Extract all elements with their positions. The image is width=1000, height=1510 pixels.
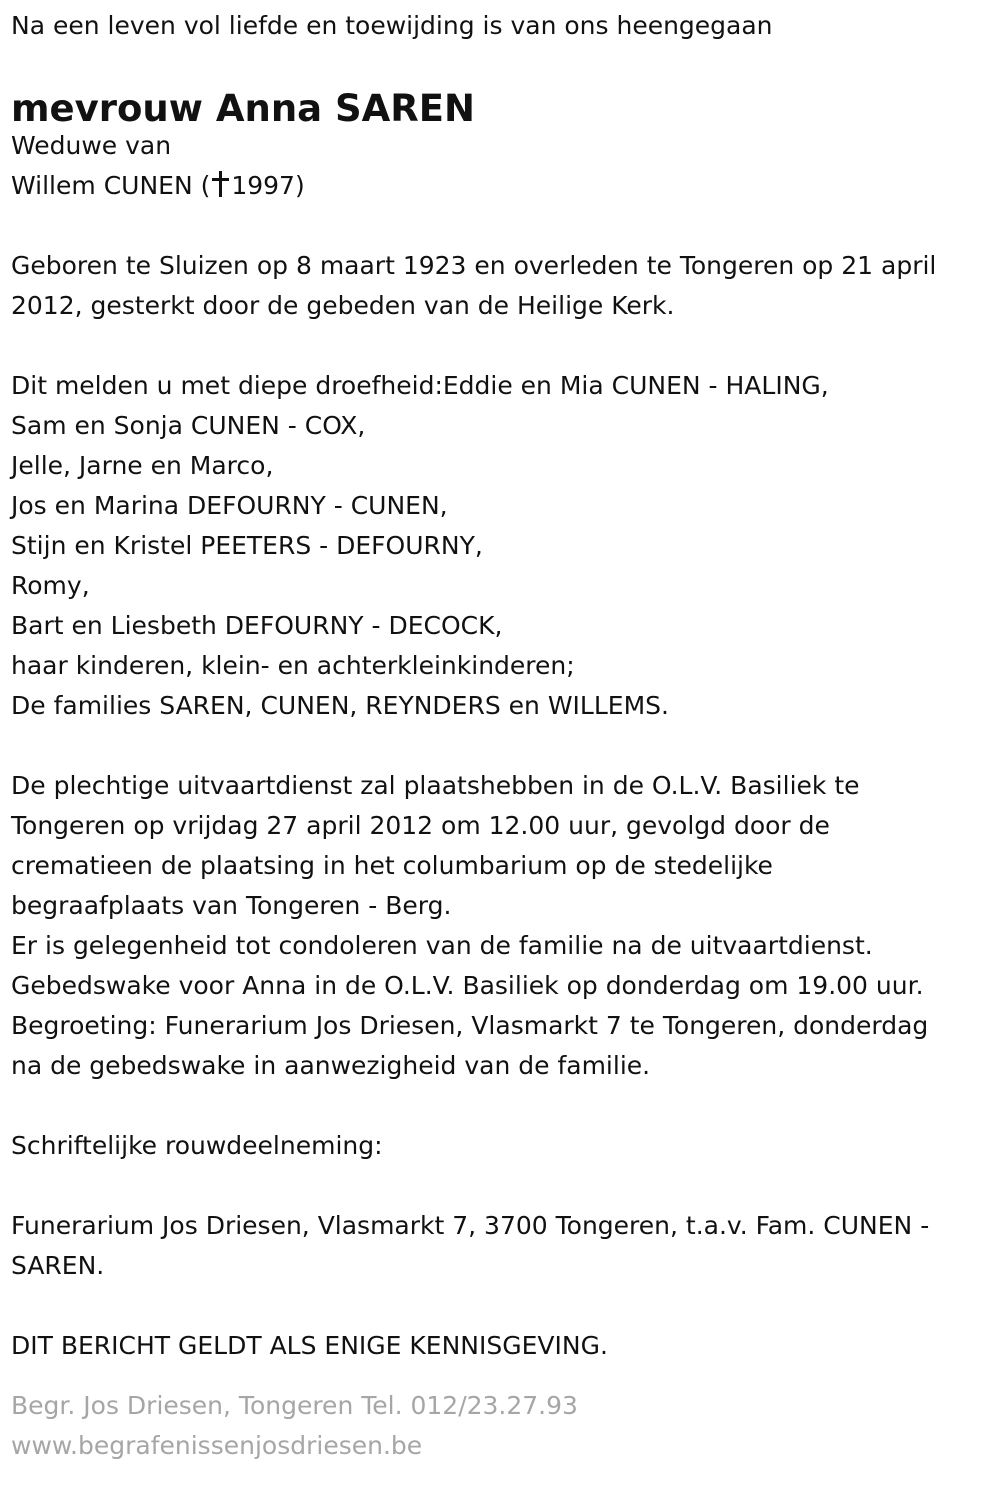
spouse-line — [11, 166, 992, 206]
footer — [11, 1386, 992, 1466]
intro-text: Na een leven vol liefde en toewijding is van ons heengegaan — [11, 11, 773, 40]
family-line: Jelle, Jarne en Marco, — [11, 451, 274, 480]
birth-death-paragraph — [11, 246, 992, 326]
spacer — [11, 326, 992, 366]
closing-statement: DIT BERICHT GELDT ALS ENIGE KENNISGEVING. — [11, 1331, 608, 1360]
family-line: Stijn en Kristel PEETERS - DEFOURNY, — [11, 531, 483, 560]
deceased-name: mevrouw Anna SAREN — [11, 87, 476, 130]
family-line: Jos en Marina DEFOURNY - CUNEN, — [11, 491, 448, 520]
service-paragraph — [11, 766, 992, 1086]
spacer — [11, 726, 992, 766]
address-line: Funerarium Jos Driesen, Vlasmarkt 7, 3700 Tongeren, t.a.v. Fam. CUNEN - — [11, 1211, 930, 1240]
service-line: begraafplaats van Tongeren - Berg. — [11, 891, 452, 920]
spouse-name: Willem CUNEN ( — [11, 171, 211, 200]
spacer — [11, 1086, 992, 1126]
service-line: De plechtige uitvaartdienst zal plaatshebben in de O.L.V. Basiliek te — [11, 771, 860, 800]
spacer — [11, 206, 992, 246]
service-line: Gebedswake voor Anna in de O.L.V. Basiliek op donderdag om 19.00 uur. — [11, 971, 924, 1000]
family-line: Dit melden u met diepe droefheid:Eddie en Mia CUNEN - HALING, — [11, 371, 829, 400]
condolence-address — [11, 1206, 992, 1286]
service-line: Begroeting: Funerarium Jos Driesen, Vlasmarkt 7 te Tongeren, donderdag — [11, 1011, 929, 1040]
undertaker-contact: Begr. Jos Driesen, Tongeren Tel. 012/23.27.93 — [11, 1391, 578, 1420]
condolence-label: Schriftelijke rouwdeelneming: — [11, 1131, 383, 1160]
service-line: Er is gelegenheid tot condoleren van de familie na de uitvaartdienst. — [11, 931, 873, 960]
website-link[interactable]: www.begrafenissenjosdriesen.be — [11, 1431, 423, 1460]
family-line: Sam en Sonja CUNEN - COX, — [11, 411, 366, 440]
paragraph-line: 2012, gesterkt door de gebeden van de Heilige Kerk. — [11, 291, 675, 320]
paragraph-line: Geboren te Sluizen op 8 maart 1923 en overleden te Tongeren op 21 april — [11, 251, 937, 280]
spouse-death-year: 1997) — [231, 171, 305, 200]
address-line: SAREN. — [11, 1251, 105, 1280]
family-line: haar kinderen, klein- en achterkleinkinderen; — [11, 651, 575, 680]
spacer — [11, 1166, 992, 1206]
family-line: Bart en Liesbeth DEFOURNY - DECOCK, — [11, 611, 503, 640]
cross-icon — [211, 171, 229, 197]
service-line: Tongeren op vrijdag 27 april 2012 om 12.00 uur, gevolgd door de — [11, 811, 830, 840]
family-list — [11, 366, 992, 726]
family-line: De families SAREN, CUNEN, REYNDERS en WILLEMS. — [11, 691, 669, 720]
spacer — [11, 1286, 992, 1326]
widow-label: Weduwe van — [11, 131, 172, 160]
service-line: na de gebedswake in aanwezigheid van de familie. — [11, 1051, 651, 1080]
family-line: Romy, — [11, 571, 90, 600]
service-line: crematieen de plaatsing in het columbarium op de stedelijke — [11, 851, 773, 880]
